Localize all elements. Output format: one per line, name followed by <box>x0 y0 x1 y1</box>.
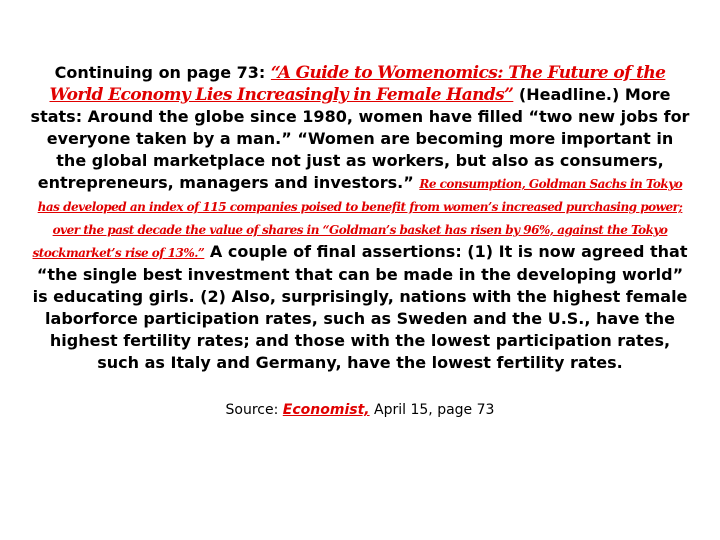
headline-note-text: (Headline.) More stats: Around the globe since 1980, women have filled “two new jobs for everyone taken by a man.” “Women are becoming more important in the global marketplace not just as workers, but also as consumers, entrepreneurs, managers and investors.” <box>30 85 690 192</box>
source-publication: Economist, <box>282 402 370 418</box>
source-detail: April 15, page 73 <box>369 402 495 418</box>
intro-text: Continuing on page 73: <box>54 63 271 82</box>
headline-text: “A Guide to Womenomics: The Future of the World Economy Lies Increasingly in Female Hands” <box>49 63 666 105</box>
conclusion-text: A couple of final assertions: (1) It is now agreed that “the single best investment that can be made in the developing world” is educating girls. (2) Also, surprisingly, nations with the highest female laborforce participation rates, such as Sweden and the U.S., have the highest fertility rates; and those with the lowest participation rates, such as Italy and Germany, have the lowest fertility rates. <box>32 242 688 372</box>
source-line <box>30 400 690 420</box>
source-label: Source: <box>225 402 283 418</box>
goldman-quote-text: Re consumption, Goldman Sachs in Tokyo has developed an index of 115 companies poised to benefit from women’s increased purchasing power; over the past decade the value of shares in “Goldman’s basket has risen by 96%, against the Tokyo stockmarket’s rise of 13%.” <box>32 177 683 260</box>
main-paragraph <box>30 62 690 374</box>
slide-content <box>30 62 690 420</box>
